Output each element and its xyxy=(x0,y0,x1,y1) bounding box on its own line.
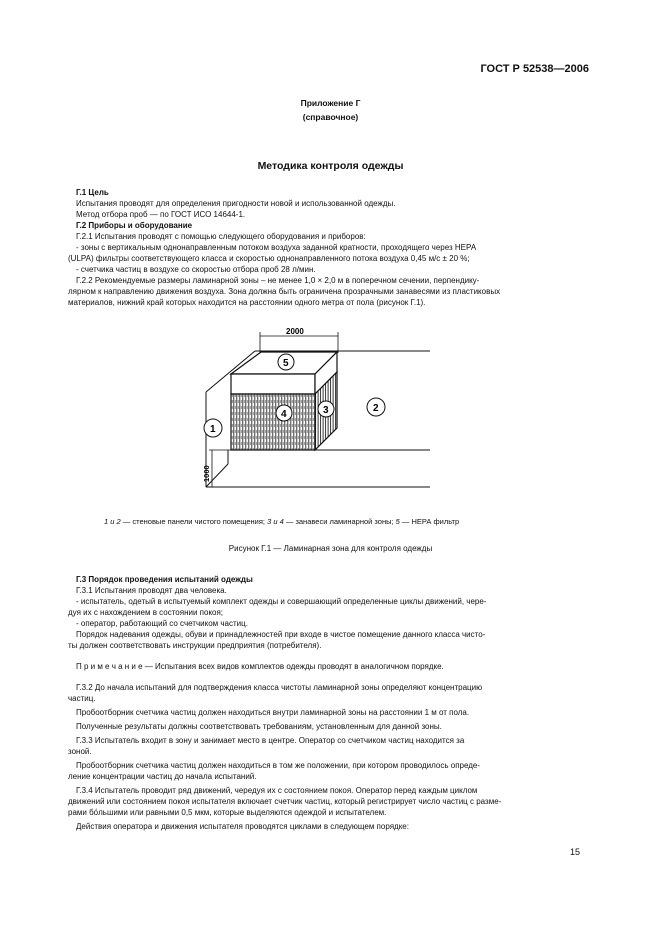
section-g1-g2 xyxy=(68,187,590,308)
appendix-subtitle: (справочное) xyxy=(302,112,359,122)
figure-caption: Рисунок Г.1 — Ламинарная зона для контроля одежды xyxy=(228,544,433,553)
legend-term: 5 xyxy=(395,517,400,526)
text-line: Г.3.3 Испытатель входит в зону и занимает место в центре. Оператор со счетчиком частиц находится за xyxy=(76,736,465,745)
section-g3 xyxy=(68,574,590,832)
section-g3-heading: Г.3 Порядок проведения испытаний одежды xyxy=(76,575,253,584)
text-line: - испытатель, одетый в испытуемый комплект одежды и совершающий определенные циклы движений, чере- xyxy=(76,597,487,606)
legend-term: 3 и 4 xyxy=(267,517,284,526)
text-line: Г.3.4 Испытатель проводит ряд движений, чередуя их с состоянием покоя. Оператор перед каждым циклом xyxy=(76,786,478,795)
legend-text: — занавеси ламинарной зоны; xyxy=(283,517,396,526)
text-line: - счетчика частиц в воздухе со скоростью отбора проб 28 л/мин. xyxy=(76,265,316,274)
callout-2-label: 2 xyxy=(373,403,379,414)
method-title: Методика контроля одежды xyxy=(257,160,404,172)
text-line: лярном к направлению движения воздуха. Зона должна быть ограничена прозрачными занавесями из пластиковых xyxy=(68,287,501,296)
text-line: Действия оператора и движения испытателя проводятся циклами в следующем порядке: xyxy=(76,822,409,831)
section-g2-heading: Г.2 Приборы и оборудование xyxy=(76,221,193,230)
legend-text: — НЕРА фильтр xyxy=(399,517,460,526)
text-line: материалов, нижний край которых находится на расстоянии одного метра от пола (рисунок Г.1). xyxy=(68,298,426,307)
text-line: Порядок надевания одежды, обуви и принадлежностей при входе в чистое помещение данного класса чисто- xyxy=(76,630,486,639)
callout-5-label: 5 xyxy=(283,358,289,369)
hepa-filter-front xyxy=(231,374,315,394)
text-line: дуя их с нахождением в состоянии покоя; xyxy=(68,608,224,617)
text-line: (ULPA) фильтры соответствующего класса и скоростью однонаправленного потока воздуха 0,45 м/с ± 20 %; xyxy=(68,254,470,263)
text-line: Г.3.2 До начала испытаний для подтверждения класса чистоты ламинарной зоны определяют концентрацию xyxy=(76,683,483,692)
dimension-height-label: 1000 xyxy=(202,465,211,482)
text-line: - оператор, работающий со счетчиком частиц. xyxy=(76,619,248,628)
text-line: Г.3.1 Испытания проводят два человека. xyxy=(76,586,227,595)
text-line: Пробоотборник счетчика частиц должен находиться внутри ламинарной зоны на расстоянии 1 м от пола. xyxy=(76,708,470,717)
text-line: ление концентрации частиц до начала испытаний. xyxy=(68,772,257,781)
text-line: Полученные результаты должны соответствовать требованиям, установленным для данной зоны. xyxy=(76,722,442,731)
text-line: рами бо́льшими или равными 0,5 мкм, которые выделяются одеждой и испытателем. xyxy=(68,808,387,817)
document-code: ГОСТ Р 52538—2006 xyxy=(480,63,589,75)
text-line: ты должен соответствовать инструкции предприятия (потребителя). xyxy=(68,641,322,650)
legend-term: 1 и 2 xyxy=(104,517,121,526)
appendix-title: Приложение Г xyxy=(300,98,361,108)
text-line: Испытания проводят для определения пригодности новой и использованной одежды. xyxy=(76,199,396,208)
text-line: частиц. xyxy=(68,694,96,703)
curtain-front xyxy=(231,394,315,450)
text-line: - зоны с вертикальным однонаправленным потоком воздуха заданной кратности, проходящего через НЕРА xyxy=(76,243,477,252)
note-line: П р и м е ч а н и е — Испытания всех видов комплектов одежды проводят в аналогичном порядке. xyxy=(76,662,444,671)
callout-3-label: 3 xyxy=(323,405,329,416)
callout-4-label: 4 xyxy=(281,409,287,420)
dimension-width-label: 2000 xyxy=(286,327,304,336)
text-line: Г.2.1 Испытания проводят с помощью следующего оборудования и приборов: xyxy=(76,232,366,241)
page-number: 15 xyxy=(570,847,581,857)
text-line: зоной. xyxy=(68,747,92,756)
legend-text: — стеновые панели чистого помещения; xyxy=(120,517,268,526)
text-line: Пробоотборник счетчика частиц должен находиться в том же положении, при котором проводилось опреде- xyxy=(76,761,481,770)
callout-1-label: 1 xyxy=(210,424,216,435)
laminar-zone-figure xyxy=(185,322,445,512)
text-line: Метод отбора проб — по ГОСТ ИСО 14644-1. xyxy=(76,210,246,219)
text-line: Г.2.2 Рекомендуемые размеры ламинарной зоны – не менее 1,0 × 2,0 м в поперечном сечении, перпендику- xyxy=(76,276,480,285)
section-g1-heading: Г.1 Цель xyxy=(76,188,109,197)
figure-legend xyxy=(104,516,624,527)
text-line: движений или состоянием покоя испытателя включает счетчик частиц, который регистрирует число частиц с разме- xyxy=(68,797,502,806)
